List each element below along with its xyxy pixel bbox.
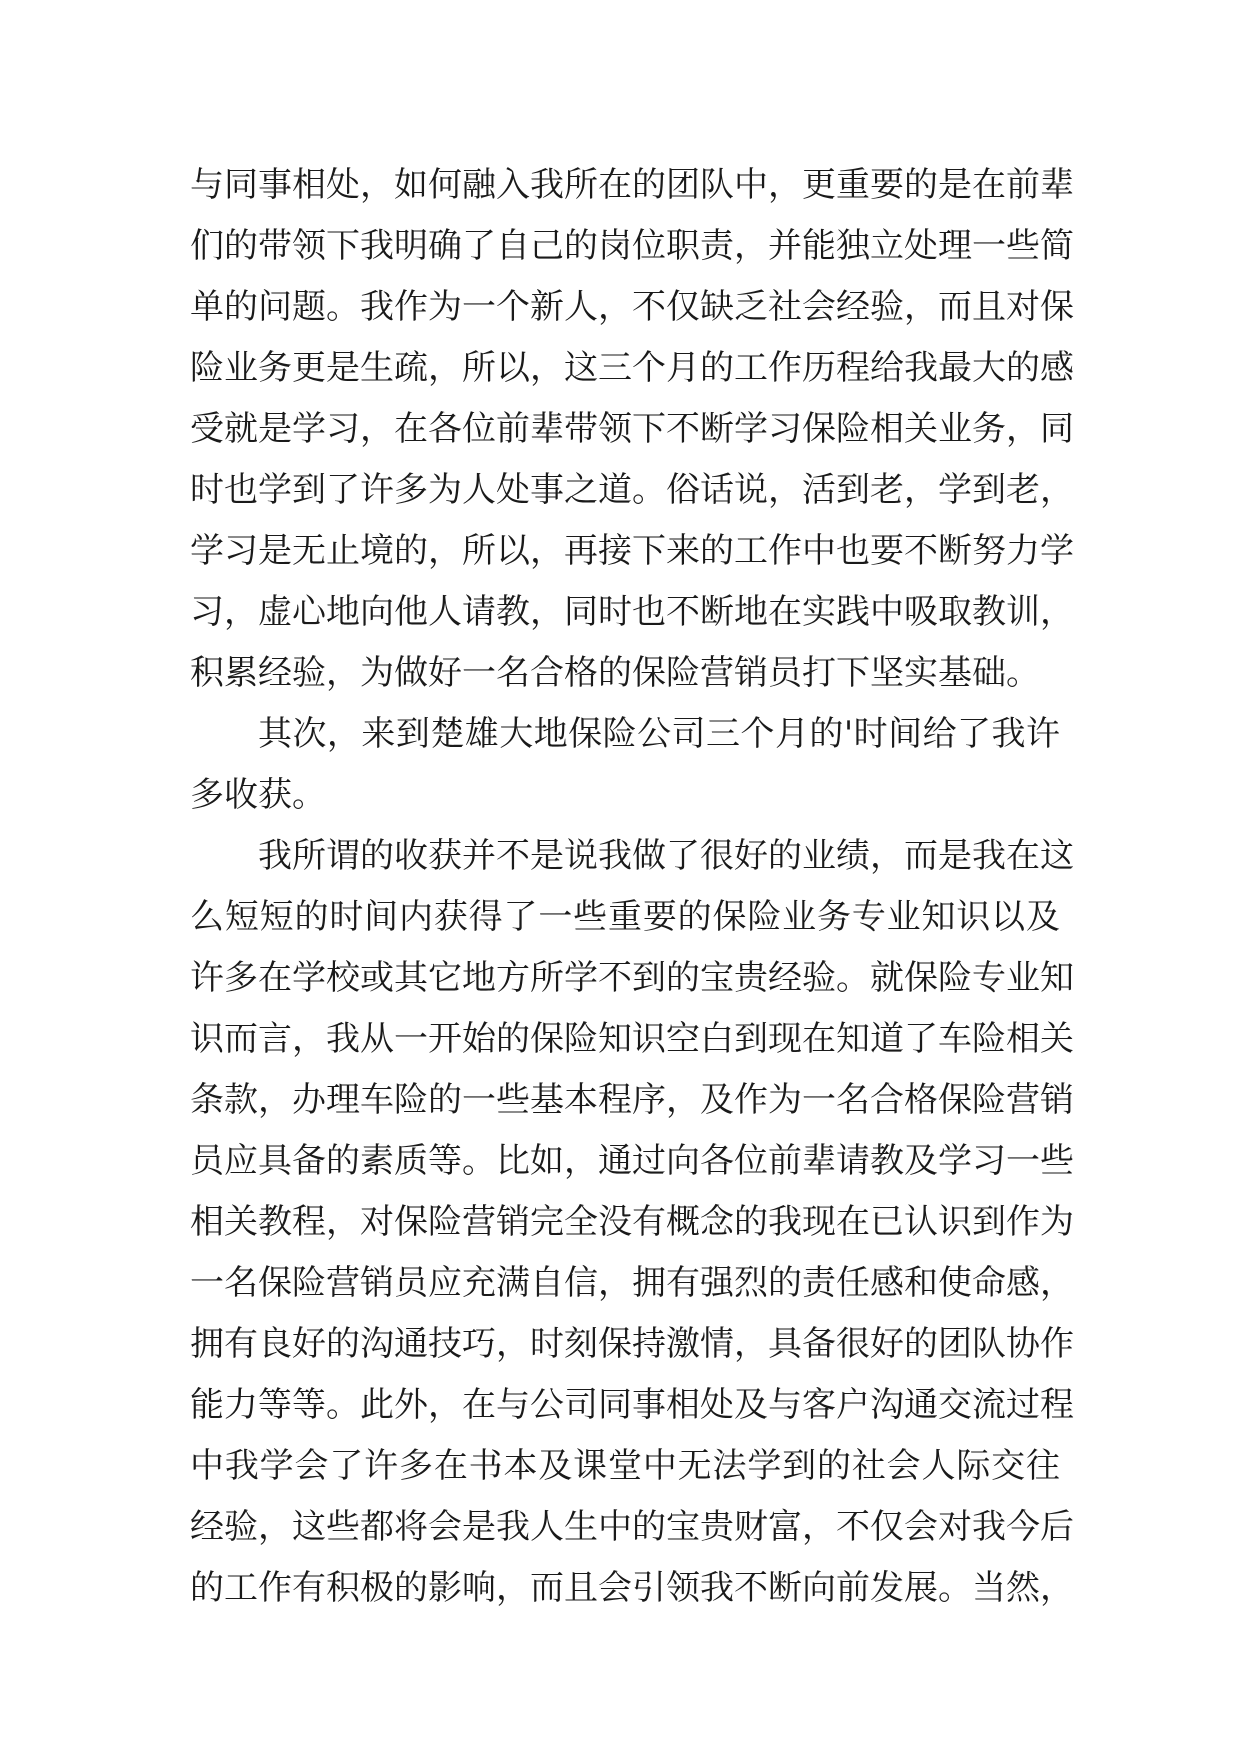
text-line: 能力等等。此外，在与公司同事相处及与客户沟通交流过程 <box>190 1385 1074 1425</box>
text-line: 们的带领下我明确了自己的岗位职责，并能独立处理一些简 <box>190 226 1074 266</box>
text-line: 么短短的时间内获得了一些重要的保险业务专业知识以及 <box>190 897 1060 937</box>
text-line: 经验，这些都将会是我人生中的宝贵财富，不仅会对我今后 <box>190 1507 1074 1547</box>
paragraph-1 <box>190 155 1074 704</box>
text-line: 积累经验，为做好一名合格的保险营销员打下坚实基础。 <box>190 653 1040 693</box>
text-line: 单的问题。我作为一个新人，不仅缺乏社会经验，而且对保 <box>190 287 1074 327</box>
text-line: 许多在学校或其它地方所学不到的宝贵经验。就保险专业知 <box>190 958 1074 998</box>
text-line: 识而言，我从一开始的保险知识空白到现在知道了车险相关 <box>190 1019 1074 1059</box>
text-line: 的工作有积极的影响，而且会引领我不断向前发展。当然， <box>190 1568 1074 1608</box>
text-line: 条款，办理车险的一些基本程序，及作为一名合格保险营销 <box>190 1080 1074 1120</box>
paragraph-2 <box>190 704 1060 826</box>
text-line: 一名保险营销员应充满自信，拥有强烈的责任感和使命感， <box>190 1263 1074 1303</box>
text-line: 与同事相处，如何融入我所在的团队中，更重要的是在前辈 <box>190 165 1074 205</box>
text-line: 拥有良好的沟通技巧，时刻保持激情，具备很好的团队协作 <box>190 1324 1074 1364</box>
text-line: 其次，来到楚雄大地保险公司三个月的'时间给了我许 <box>258 714 1060 754</box>
text-line: 中我学会了许多在书本及课堂中无法学到的社会人际交往 <box>190 1446 1060 1486</box>
paragraph-3 <box>190 826 1074 1619</box>
text-line: 时也学到了许多为人处事之道。俗话说，活到老，学到老， <box>190 470 1074 510</box>
text-line: 相关教程，对保险营销完全没有概念的我现在已认识到作为 <box>190 1202 1074 1242</box>
text-line: 员应具备的素质等。比如，通过向各位前辈请教及学习一些 <box>190 1141 1074 1181</box>
text-line: 我所谓的收获并不是说我做了很好的业绩，而是我在这 <box>258 836 1074 876</box>
text-line: 习，虚心地向他人请教，同时也不断地在实践中吸取教训， <box>190 592 1074 632</box>
document-page <box>190 155 1074 1619</box>
text-line: 受就是学习，在各位前辈带领下不断学习保险相关业务，同 <box>190 409 1074 449</box>
text-line: 险业务更是生疏，所以，这三个月的工作历程给我最大的感 <box>190 348 1074 388</box>
text-line: 多收获。 <box>190 775 326 815</box>
text-line: 学习是无止境的，所以，再接下来的工作中也要不断努力学 <box>190 531 1074 571</box>
